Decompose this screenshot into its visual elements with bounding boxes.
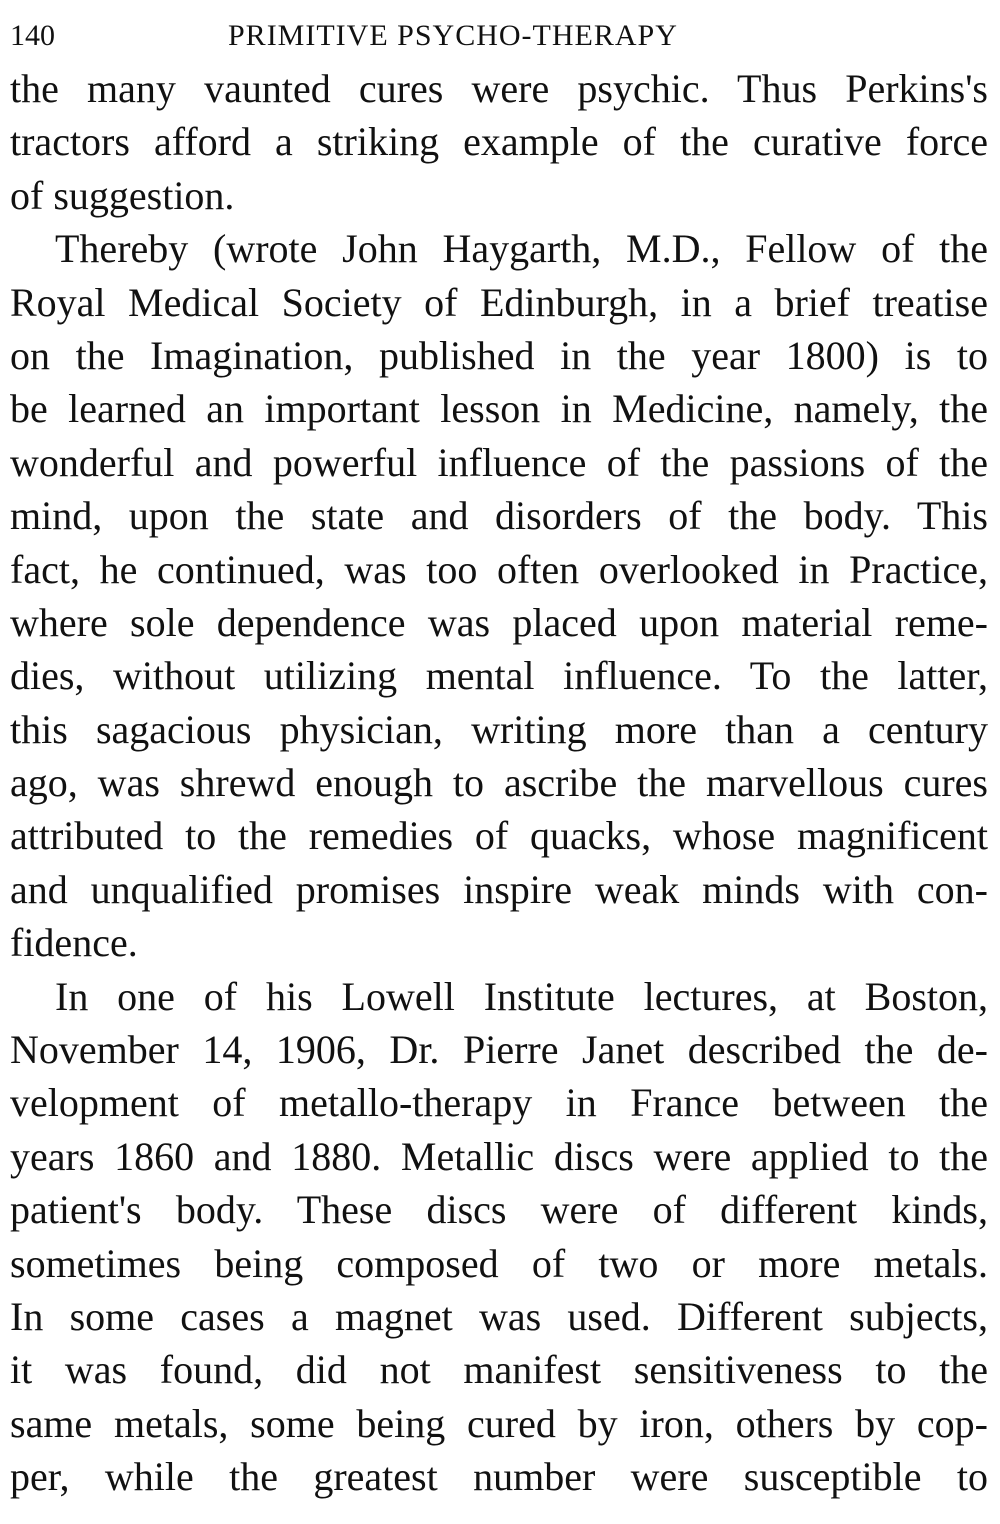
body-text (10, 62, 988, 1504)
book-page (10, 10, 988, 1504)
running-title: PRIMITIVE PSYCHO-THERAPY (228, 19, 678, 52)
paragraph-first-line: In one of his Lowell Institute lectures, at Boston, (55, 973, 988, 1019)
running-head (10, 10, 988, 62)
text-line: and unqualified promises inspire weak minds with con- (10, 866, 988, 912)
text-line: per, while the greatest number were susceptible to (10, 1454, 988, 1500)
text-line: on the Imagination, published in the year 1800) is to (10, 332, 988, 378)
text-line: of suggestion. (10, 172, 235, 218)
text-line: wonderful and powerful influence of the passions of the (10, 439, 988, 485)
text-line: the many vaunted cures were psychic. Thus Perkins's (10, 66, 988, 111)
text-line: ago, was shrewd enough to ascribe the marvellous cures (10, 760, 988, 806)
text-line: November 14, 1906, Dr. Pierre Janet described the de- (10, 1027, 988, 1073)
text-line: this sagacious physician, writing more than a century (10, 706, 988, 752)
text-line: tractors afford a striking example of the curative force (10, 119, 988, 165)
text-line: fidence. (10, 920, 138, 966)
text-line: Royal Medical Society of Edinburgh, in a brief treatise (10, 279, 988, 325)
text-line: where sole dependence was placed upon material reme- (10, 599, 988, 645)
text-line: be learned an important lesson in Medicine, namely, the (10, 386, 988, 432)
text-line: fact, he continued, was too often overlooked in Practice, (10, 546, 988, 592)
text-line: In some cases a magnet was used. Different subjects, (10, 1293, 988, 1339)
text-line: same metals, some being cured by iron, others by cop- (10, 1400, 988, 1446)
text-line: dies, without utilizing mental influence. To the latter, (10, 653, 988, 699)
text-line: mind, upon the state and disorders of the body. This (10, 493, 988, 539)
text-line: it was found, did not manifest sensitiveness to the (10, 1347, 988, 1393)
paragraph-first-line: Thereby (wrote John Haygarth, M.D., Fellow of the (55, 226, 988, 272)
text-line: attributed to the remedies of quacks, whose magnificent (10, 813, 988, 859)
text-line: velopment of metallo-therapy in France between the (10, 1080, 988, 1126)
page-number: 140 (10, 19, 55, 52)
text-line: years 1860 and 1880. Metallic discs were applied to the (10, 1133, 988, 1179)
text-line: sometimes being composed of two or more metals. (10, 1240, 988, 1286)
text-line: patient's body. These discs were of different kinds, (10, 1187, 988, 1233)
